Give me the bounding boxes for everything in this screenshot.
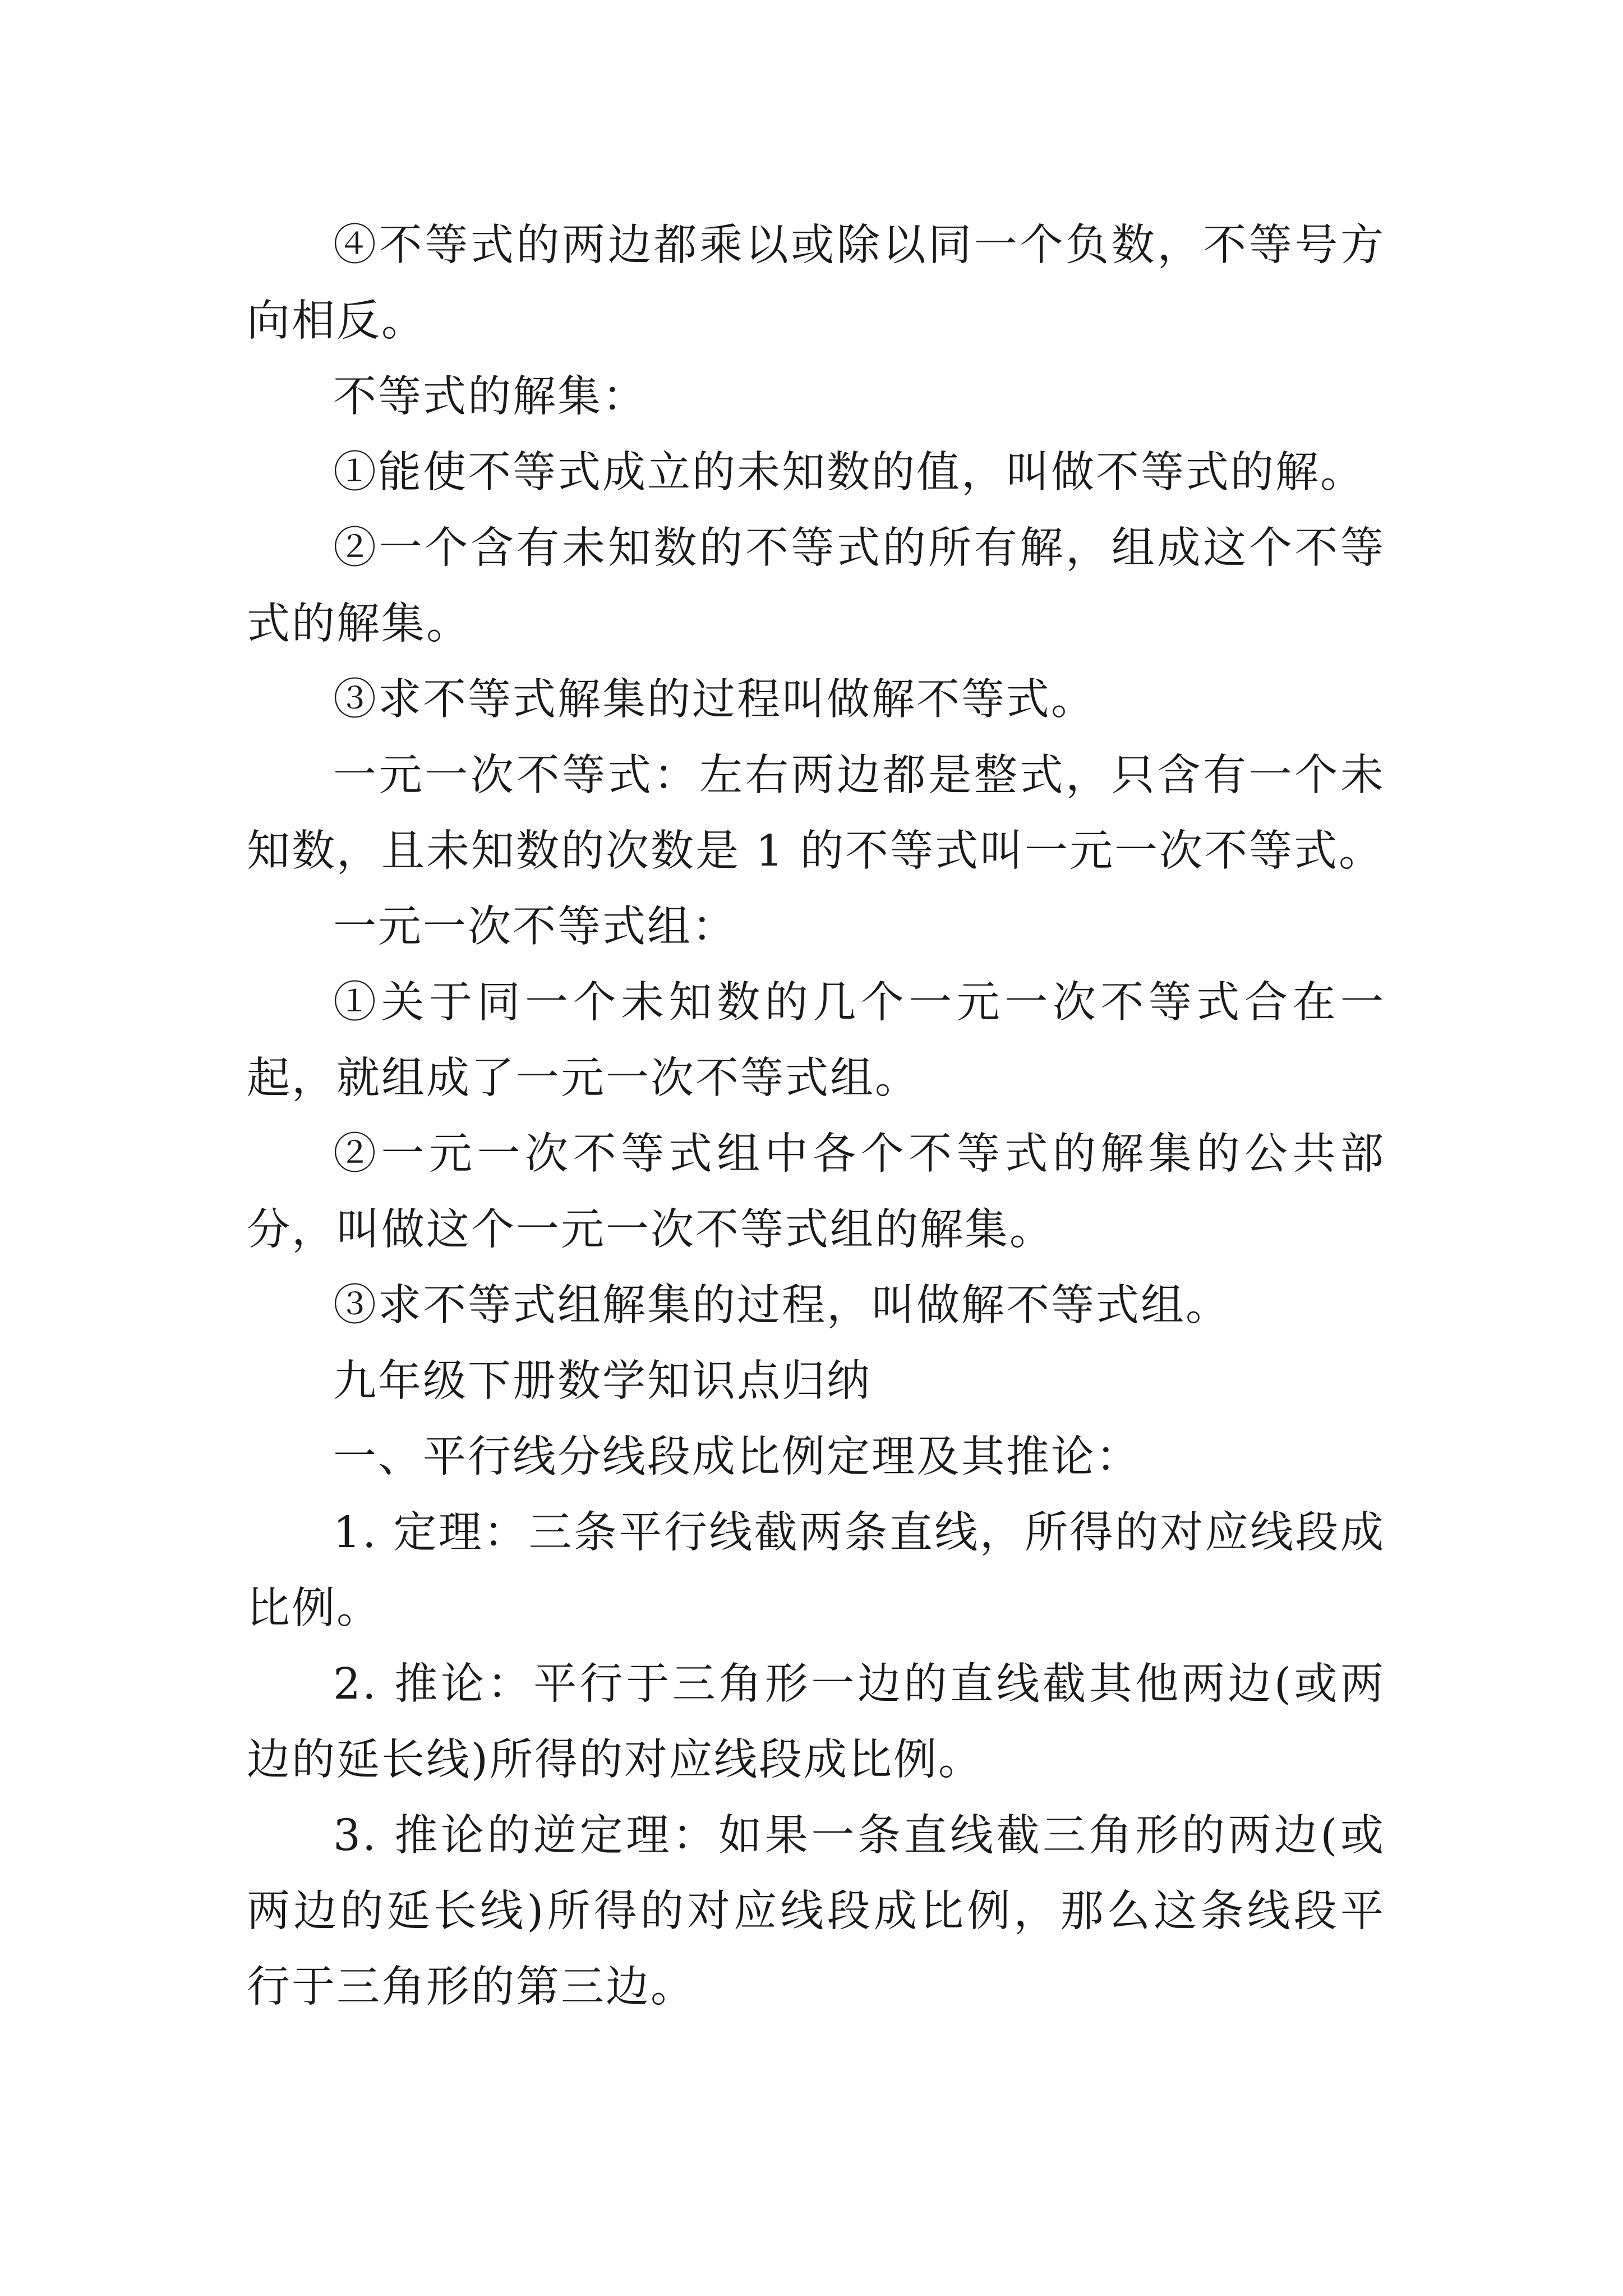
paragraph-solution-set-2: ②一个含有未知数的不等式的所有解，组成这个不等式的解集。 (247, 523, 1385, 649)
paragraph-inequality-system-heading: 一元一次不等式组： (333, 902, 737, 952)
paragraph-converse-corollary: 3. 推论的逆定理：如果一条直线截三角形的两边(或两边的延长线)所得的对应线段成比例，那么这条线段平行于三角形的第三边。 (247, 1811, 1385, 2012)
paragraph-inequality-system-2: ②一元一次不等式组中各个不等式的解集的公共部分，叫做这个一元一次不等式组的解集。 (247, 1129, 1385, 1255)
section-title: 九年级下册数学知识点归纳 (333, 1356, 872, 1406)
paragraph-solution-set-3: ③求不等式解集的过程叫做解不等式。 (333, 675, 1096, 725)
paragraph-inequality-system-3: ③求不等式组解集的过程，叫做解不等式组。 (333, 1281, 1230, 1331)
paragraph-theorem: 1. 定理：三条平行线截两条直线，所得的对应线段成比例。 (247, 1508, 1385, 1634)
paragraph-corollary: 2. 推论：平行于三角形一边的直线截其他两边(或两边的延长线)所得的对应线段成比例。 (247, 1659, 1385, 1785)
paragraph-linear-inequality: 一元一次不等式：左右两边都是整式，只含有一个未知数，且未知数的次数是 1 的不等式叫一元一次不等式。 (247, 751, 1385, 876)
paragraph-parallel-lines-heading: 一、平行线分线段成比例定理及其推论： (333, 1432, 1141, 1482)
document-body (247, 208, 1385, 2025)
paragraph-inequality-system-1: ①关于同一个未知数的几个一元一次不等式合在一起，就组成了一元一次不等式组。 (247, 978, 1385, 1103)
paragraph-solution-set-1: ①能使不等式成立的未知数的值，叫做不等式的解。 (333, 448, 1365, 498)
paragraph-inequality-rule-4: ④不等式的两边都乘以或除以同一个负数，不等号方向相反。 (247, 220, 1385, 346)
paragraph-solution-set-heading: 不等式的解集： (333, 372, 647, 422)
